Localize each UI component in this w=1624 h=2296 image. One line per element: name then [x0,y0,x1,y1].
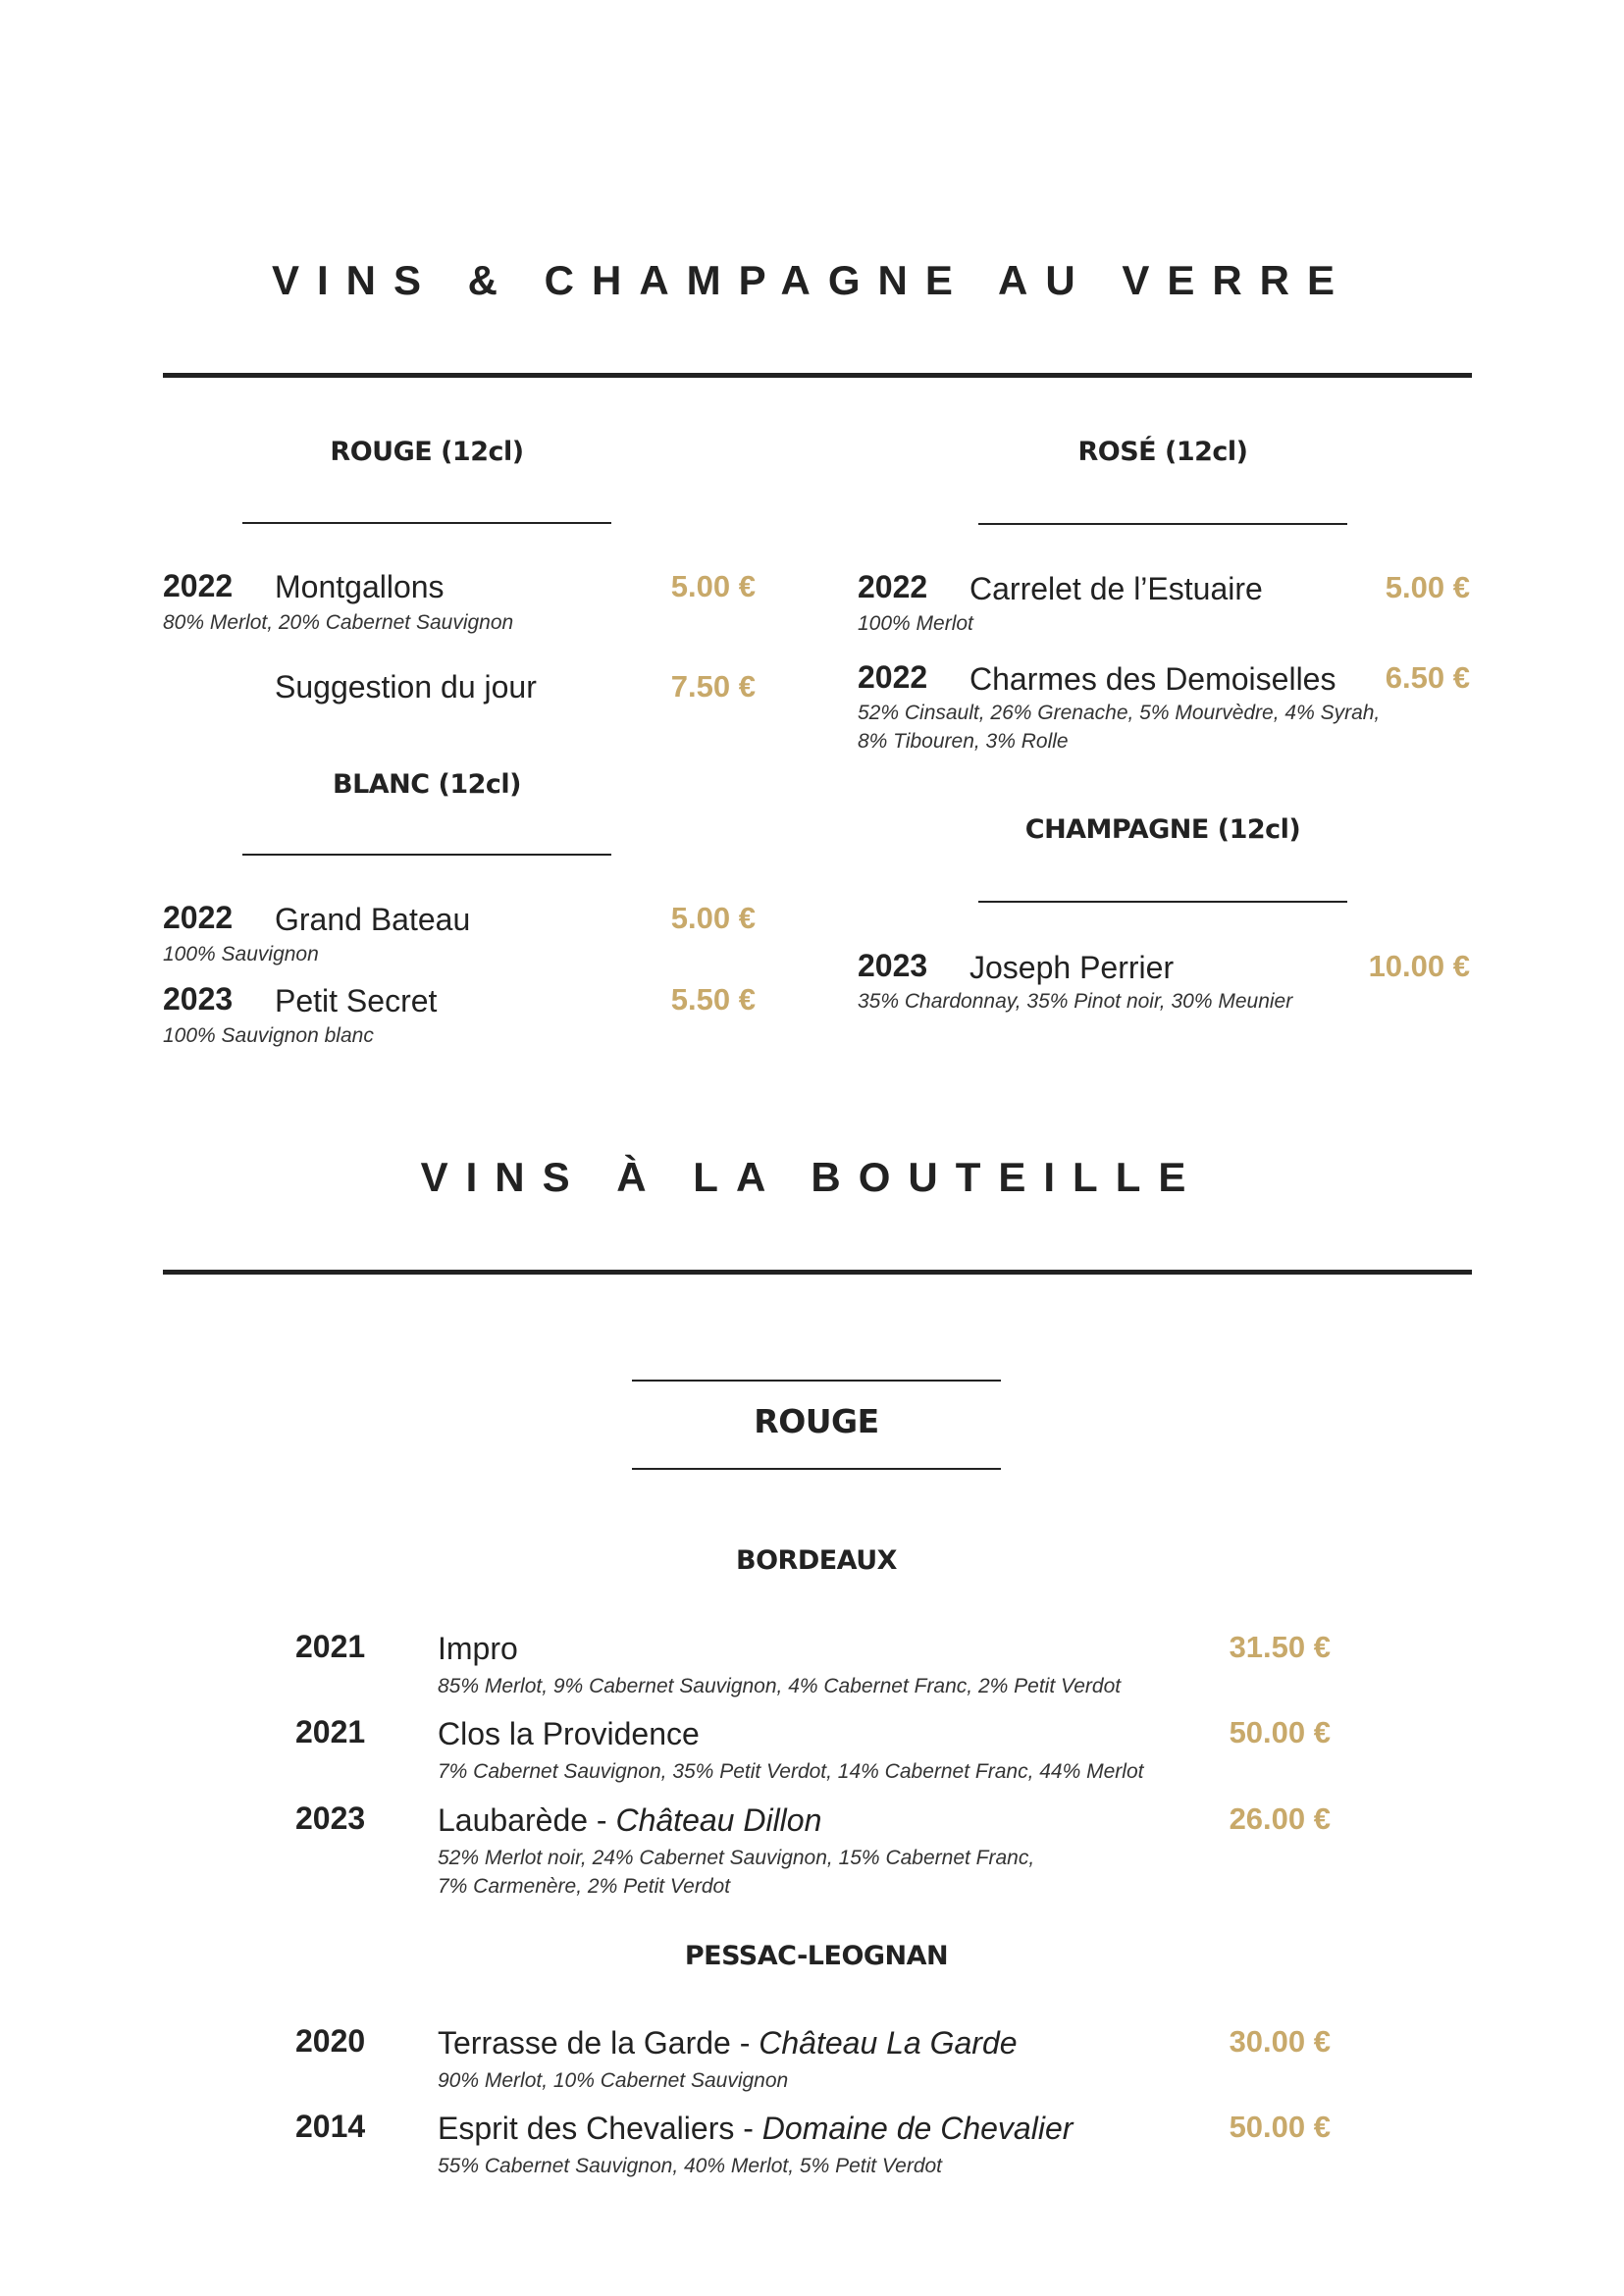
category-heading-rouge-glass: ROUGE (12cl) [330,437,524,467]
wine-year: 2020 [295,2023,366,2059]
wine-price: 5.50 € [670,982,756,1017]
wine-name: Charmes des Demoiselles [969,661,1336,697]
wine-name [438,2025,1018,2061]
wine-year: 2022 [858,659,928,695]
wine-year: 2021 [295,1629,366,1664]
category-divider [978,523,1347,525]
category-heading-rose-glass: ROSÉ (12cl) [1077,437,1248,467]
wine-price: 50.00 € [1229,1715,1331,1749]
wine-year: 2021 [295,1714,366,1749]
wine-name: Joseph Perrier [969,950,1175,985]
section-title-glass: VINS & CHAMPAGNE AU VERRE [271,257,1353,303]
wine-grapes-line1: 52% Merlot noir, 24% Cabernet Sauvignon, 15% Cabernet Franc, [438,1847,1035,1869]
wine-year: 2022 [163,568,234,603]
wine-grapes: 100% Sauvignon blanc [163,1024,374,1047]
wine-name [438,2111,1073,2147]
wine-price: 5.00 € [1385,570,1470,604]
wine-year: 2022 [163,900,234,935]
wine-grapes: 100% Sauvignon [163,943,319,965]
wine-grapes: 55% Cabernet Sauvignon, 40% Merlot, 5% Petit Verdot [438,2155,943,2177]
wine-year: 2022 [858,569,928,604]
wine-price: 7.50 € [670,669,756,704]
wine-name: Petit Secret [275,983,438,1018]
wine-price: 50.00 € [1229,2110,1331,2144]
wine-name: Impro [438,1631,518,1666]
section-divider [163,373,1472,378]
wine-price: 5.00 € [670,569,756,603]
wine-grapes: 90% Merlot, 10% Cabernet Sauvignon [438,2069,789,2092]
wine-price: 5.00 € [670,901,756,935]
wine-price: 6.50 € [1385,660,1470,695]
wine-grapes: 7% Cabernet Sauvignon, 35% Petit Verdot, 14% Cabernet Franc, 44% Merlot [438,1760,1144,1783]
wine-price: 26.00 € [1229,1801,1331,1836]
category-divider [978,901,1347,903]
wine-year: 2023 [858,948,928,983]
wine-name: Montgallons [275,569,445,604]
category-divider [242,854,611,856]
wine-cuvee: Esprit des Chevaliers - [438,2111,762,2146]
category-divider [242,522,611,524]
wine-grapes: 80% Merlot, 20% Cabernet Sauvignon [163,611,514,634]
region-heading-pessac: PESSAC-LEOGNAN [684,1941,949,1971]
category-heading-champagne-glass: CHAMPAGNE (12cl) [1024,814,1301,845]
wine-cuvee: Terrasse de la Garde - [438,2025,760,2061]
wine-name: Suggestion du jour [275,669,537,704]
wine-price: 10.00 € [1368,949,1470,983]
wine-grapes: 35% Chardonnay, 35% Pinot noir, 30% Meunier [858,990,1293,1013]
wine-name: Carrelet de l’Estuaire [969,571,1263,606]
wine-grapes-line2: 7% Carmenère, 2% Petit Verdot [438,1875,731,1898]
wine-grapes: 100% Merlot [858,612,973,635]
wine-grapes-line1: 52% Cinsault, 26% Grenache, 5% Mourvèdre, 4% Syrah, [858,702,1381,724]
wine-year: 2023 [295,1800,366,1836]
wine-grapes: 85% Merlot, 9% Cabernet Sauvignon, 4% Cabernet Franc, 2% Petit Verdot [438,1675,1122,1697]
wine-cuvee: Laubarède - [438,1802,616,1838]
category-divider [632,1380,1001,1382]
wine-year: 2014 [295,2109,366,2144]
wine-chateau: Château La Garde [759,2025,1018,2061]
wine-name: Grand Bateau [275,902,471,937]
wine-chateau: Château Dillon [615,1802,822,1838]
category-divider [632,1468,1001,1470]
wine-grapes-line2: 8% Tibouren, 3% Rolle [858,730,1069,753]
wine-price: 31.50 € [1229,1630,1331,1664]
wine-chateau: Domaine de Chevalier [761,2111,1074,2146]
category-heading-blanc-glass: BLANC (12cl) [332,769,521,800]
section-divider [163,1270,1472,1275]
wine-year: 2023 [163,981,234,1017]
wine-name: Clos la Providence [438,1716,700,1751]
section-title-bottle: VINS À LA BOUTEILLE [420,1154,1204,1200]
wine-name [438,1802,821,1839]
wine-price: 30.00 € [1229,2024,1331,2059]
color-heading-rouge: ROUGE [754,1402,879,1440]
region-heading-bordeaux: BORDEAUX [736,1545,897,1576]
